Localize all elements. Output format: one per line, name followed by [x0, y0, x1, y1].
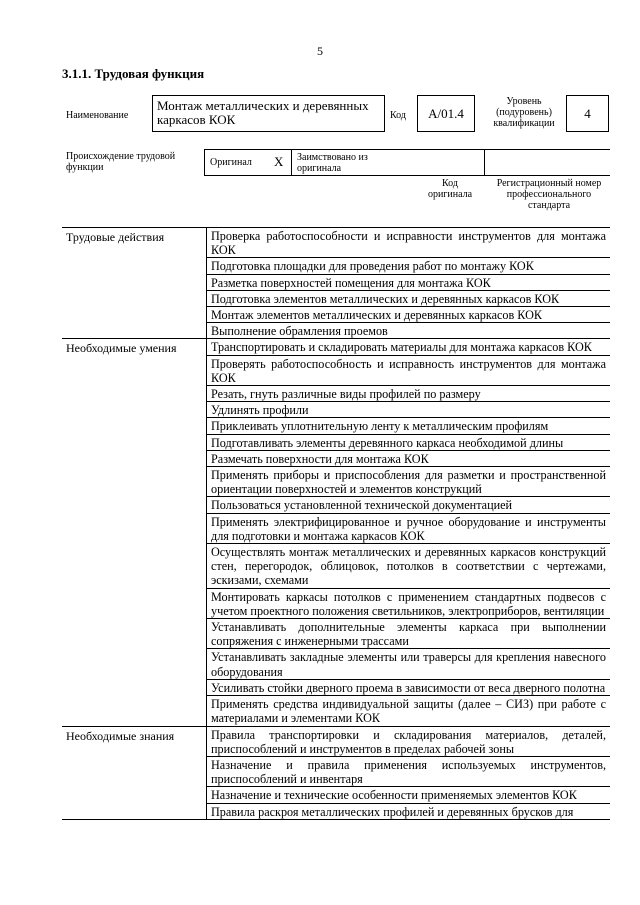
page-number: 5 — [317, 44, 323, 58]
original-label: Оригинал — [210, 157, 252, 168]
table-group — [62, 228, 610, 339]
labor-function-table — [62, 227, 610, 820]
table-row: Приклеивать уплотнительную ленту к металлическим профилям — [207, 418, 610, 434]
function-name: Монтаж металлических и деревянных каркасов КОК — [152, 95, 385, 132]
table-row: Транспортировать и складировать материалы для монтажа каркасов КОК — [207, 339, 610, 355]
table-row: Назначение и правила применения используемых инструментов, приспособлений и инвентаря — [207, 757, 610, 787]
table-row: Проверка работоспособности и исправности инструментов для монтажа КОК — [207, 228, 610, 258]
table-row: Подготавливать элементы деревянного каркаса необходимой длины — [207, 435, 610, 451]
origin-divider-2 — [484, 150, 485, 175]
code-label: Код — [390, 110, 406, 121]
table-row: Пользоваться установленной технической документацией — [207, 497, 610, 513]
origin-divider — [291, 150, 292, 175]
table-row: Проверять работоспособность и исправность инструментов для монтажа КОК — [207, 356, 610, 386]
reg-number-caption: Регистрационный номер профессионального стандарта — [496, 178, 602, 211]
table-row: Подготовка площадки для проведения работ по монтажу КОК — [207, 258, 610, 274]
table-row: Резать, гнуть различные виды профилей по размеру — [207, 386, 610, 402]
table-row: Устанавливать закладные элементы или траверсы для крепления навесного оборудования — [207, 649, 610, 679]
table-row: Монтировать каркасы потолков с применением стандартных подвесов с учетом проектного положения светильников, электроприборов, вентиляции — [207, 589, 610, 619]
table-group — [62, 339, 610, 726]
section-heading: 3.1.1. Трудовая функция — [62, 66, 205, 81]
group-label: Необходимые умения — [62, 339, 207, 725]
table-row: Осуществлять монтаж металлических и деревянных каркасов конструкций стен, перегородок, облицовок, потолков в соответствии с чертежами, эскизами, схемами — [207, 544, 610, 589]
table-row: Применять приборы и приспособления для разметки и пространственной ориентации поверхностей и элементов конструкций — [207, 467, 610, 497]
table-row: Назначение и технические особенности применяемых элементов КОК — [207, 787, 610, 803]
table-row: Правила раскроя металлических профилей и деревянных брусков для — [211, 804, 574, 819]
group-label: Трудовые действия — [62, 228, 207, 338]
table-row: Размечать поверхности для монтажа КОК — [207, 451, 610, 467]
table-row: Разметка поверхностей помещения для монтажа КОК — [207, 275, 610, 291]
name-label: Наименование — [66, 110, 129, 121]
table-row: Правила транспортировки и складирования материалов, деталей, приспособлений и инструментов в пределах рабочей зоны — [207, 727, 610, 757]
level-label: Уровень (подуровень) квалификации — [493, 96, 555, 129]
table-row: Усиливать стойки дверного проема в зависимости от веса дверного полотна — [207, 680, 610, 696]
borrowed-label: Заимствовано из оригинала — [297, 152, 368, 174]
table-row: Удлинять профили — [207, 402, 610, 418]
code-value: А/01.4 — [417, 95, 475, 132]
table-row: Устанавливать дополнительные элементы каркаса при выполнении сопряжения с инженерными трассами — [207, 619, 610, 649]
original-mark: X — [274, 154, 284, 169]
table-row: Подготовка элементов металлических и деревянных каркасов КОК — [207, 291, 610, 307]
group-label: Необходимые знания — [62, 727, 207, 819]
table-row: Выполнение обрамления проемов — [211, 324, 388, 339]
origin-box — [204, 149, 610, 176]
table-row: Монтаж элементов металлических и деревянных каркасов КОК — [207, 307, 610, 323]
table-row: Применять средства индивидуальной защиты (далее – СИЗ) при работе с материалами и элементами КОК — [211, 697, 606, 726]
table-row: Применять электрифицированное и ручное оборудование и инструменты для подготовки и монтажа каркасов КОК — [207, 514, 610, 544]
origin-label: Происхождение трудовой функции — [66, 151, 176, 173]
level-value: 4 — [566, 95, 609, 132]
table-group — [62, 727, 610, 819]
code-original-caption: Код оригинала — [427, 178, 473, 200]
